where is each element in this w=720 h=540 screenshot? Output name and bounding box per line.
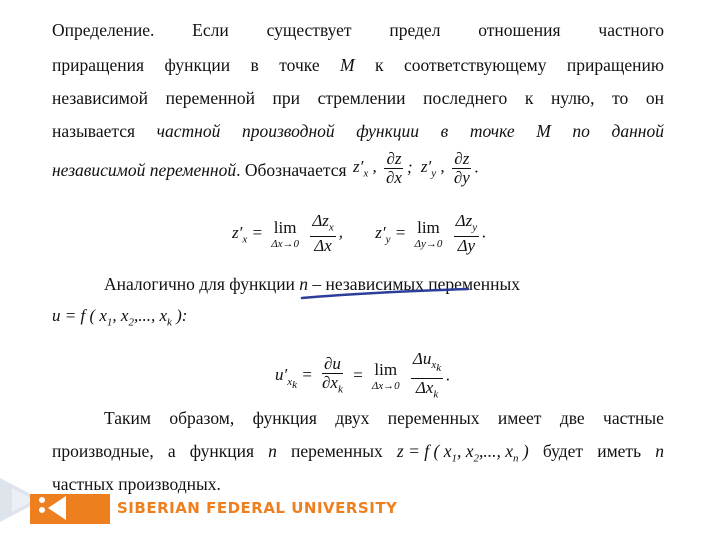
variable-n: n — [655, 441, 664, 461]
lim-subscript: Δx→0 — [371, 380, 400, 393]
period: . — [474, 157, 480, 177]
word: переменных — [387, 408, 480, 428]
lim-text: lim — [374, 360, 398, 380]
word: называется — [52, 121, 136, 141]
equals: = — [352, 365, 364, 385]
notation-intro: . Обозначается — [236, 160, 347, 180]
word: функция — [189, 441, 255, 461]
zy-lhs: $z'_y$ = — [375, 222, 407, 245]
word: переменной — [165, 88, 255, 108]
fraction-denominator: Δy — [457, 236, 476, 256]
word: к — [375, 55, 384, 75]
function-definition — [52, 306, 187, 328]
function-u: u = f ( $x_1$, $x_2$,..., $x_k$ ): — [52, 306, 188, 329]
term-word: точке — [469, 121, 515, 141]
word: иметь — [597, 441, 642, 461]
word: приращению — [566, 55, 664, 75]
word: переменных — [291, 441, 383, 461]
lim-subscript: Δx→0 — [271, 237, 300, 250]
word: независимой — [52, 88, 148, 108]
paragraph3-line2 — [52, 441, 664, 469]
zy-notation: $z'_y$ , — [420, 157, 445, 180]
point-m: M — [340, 55, 355, 75]
du-dxk-fraction — [320, 355, 345, 398]
word: приращения — [52, 55, 145, 75]
word: соответствующему — [404, 55, 547, 75]
fraction-numerator: ∂z — [454, 149, 470, 168]
zx-lhs: $z'_x$ = — [232, 222, 263, 245]
notation-formula — [353, 150, 479, 187]
word: производные, — [52, 441, 154, 461]
word: он — [645, 88, 664, 108]
variable-n: n — [268, 441, 277, 461]
fraction-denominator: $\Delta x_k$ — [415, 377, 439, 400]
word: при — [272, 88, 301, 108]
dz-dy-fraction — [452, 150, 472, 187]
paragraph1-line2 — [52, 55, 664, 75]
word: а — [167, 441, 176, 461]
word: частные — [603, 408, 664, 428]
dz-dx-fraction — [384, 150, 404, 187]
word: двух — [335, 408, 370, 428]
word: в — [250, 55, 259, 75]
word: функции — [164, 55, 231, 75]
word: имеет — [497, 408, 542, 428]
limit-x — [271, 218, 299, 250]
fraction-numerator: $\Delta u_{x_k}$ — [411, 350, 443, 379]
variable-n: n — [299, 274, 309, 294]
paragraph1-line1 — [52, 20, 664, 40]
fraction-numerator: ∂u — [323, 353, 341, 373]
term-word: частной — [156, 121, 221, 141]
fraction-denominator: ∂x — [385, 168, 402, 187]
term-word: функции — [356, 121, 420, 141]
fraction-denominator: ∂y — [453, 168, 470, 187]
period: . — [446, 365, 451, 385]
fraction-denominator: $\partial x_k$ — [321, 372, 343, 396]
fraction-numerator: ∂z — [386, 149, 402, 168]
word: две — [559, 408, 585, 428]
text: частных производных. — [52, 474, 221, 494]
university-name: SIBERIAN FEDERAL UNIVERSITY — [117, 499, 398, 517]
word: точке — [279, 55, 320, 75]
term-word: производной — [241, 121, 335, 141]
uxk-lhs: $u'_{x_k}$ = — [275, 365, 313, 391]
university-logo-icon — [0, 470, 110, 532]
paragraph3-line1 — [52, 408, 664, 428]
lim-subscript: Δy→0 — [414, 237, 443, 250]
text: Аналогично для функции — [104, 274, 295, 294]
partial-derivative-formula — [232, 212, 486, 255]
word: функция — [252, 408, 317, 428]
word: нулю, — [550, 88, 595, 108]
word: предел — [389, 20, 441, 40]
paragraph1-line3 — [52, 88, 664, 108]
delta-zy-fraction — [454, 212, 479, 255]
term-word: данной — [611, 121, 664, 141]
paragraph3-line3 — [52, 474, 664, 494]
partial-derivative-k-formula — [275, 350, 450, 403]
word: будет — [542, 441, 584, 461]
word: Таким — [104, 408, 151, 428]
fraction-numerator: $\Delta z_x$ — [310, 212, 335, 237]
delta-zx-fraction — [310, 212, 335, 255]
period: . — [482, 222, 487, 242]
function-z: z = f ( $x_1$, $x_2$,..., $x_n$ ) — [396, 441, 529, 465]
limit-y — [415, 218, 443, 250]
text: – независимых переменных — [312, 274, 521, 294]
word: стремлении — [317, 88, 406, 108]
comma: , — [338, 222, 344, 242]
term-word: M — [536, 121, 551, 141]
zx-notation: $z'_x$ , — [353, 157, 377, 180]
word: отношения — [478, 20, 561, 40]
word: последнего — [423, 88, 508, 108]
term-word: по — [572, 121, 590, 141]
handwritten-underline — [298, 286, 478, 302]
term-word: в — [440, 121, 449, 141]
word: образом, — [169, 408, 235, 428]
word: частного — [598, 20, 664, 40]
word: существует — [266, 20, 352, 40]
word: Если — [192, 20, 229, 40]
fraction-denominator: Δx — [314, 236, 332, 256]
delta-u-fraction — [411, 350, 443, 403]
paragraph1-line4 — [52, 121, 664, 141]
term-phrase: независимой переменной — [52, 160, 237, 180]
word: к — [524, 88, 534, 108]
lim-text: lim — [417, 217, 440, 237]
definition-term: Определение. — [52, 20, 155, 40]
limit-k — [372, 360, 400, 392]
separator: ; — [406, 157, 413, 177]
lim-text: lim — [273, 217, 297, 237]
fraction-numerator: $\Delta z_y$ — [454, 212, 479, 237]
word: то — [612, 88, 629, 108]
